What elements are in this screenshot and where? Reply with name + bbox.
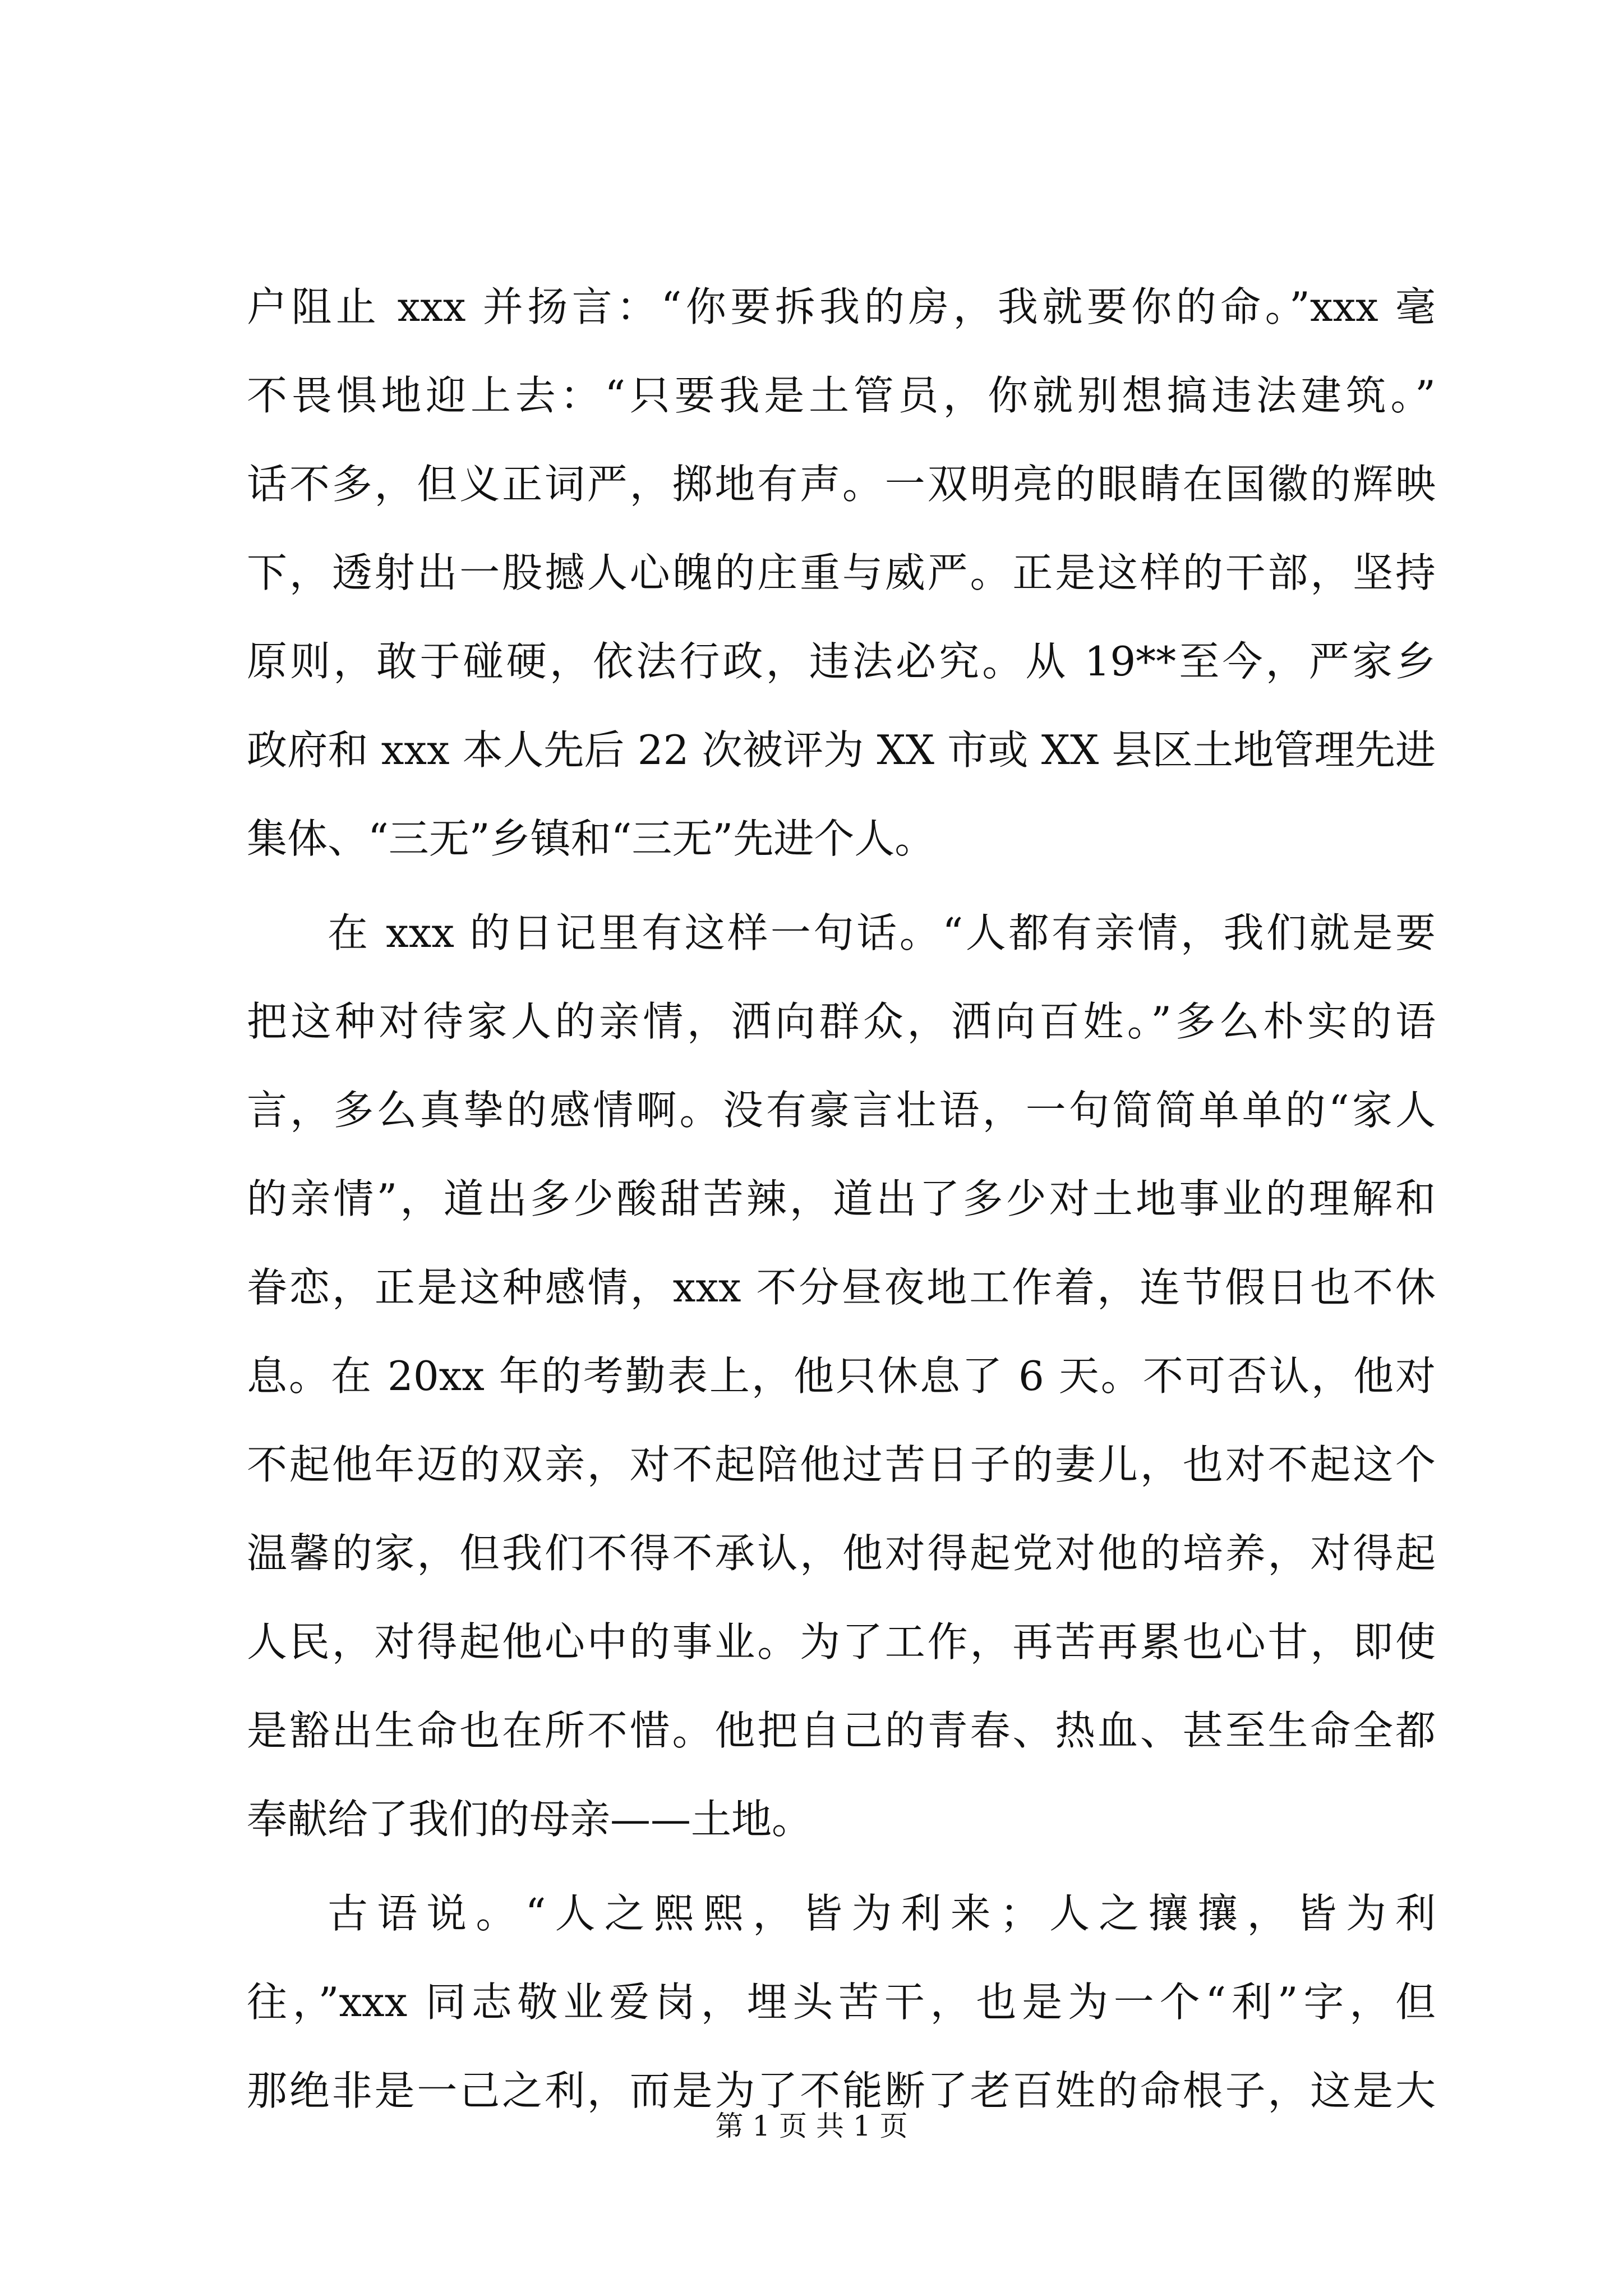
text-line: 政府和 xxx 本人先后 22 次被评为 XX 市或 XX 县区土地管理先进 (247, 726, 1436, 774)
text-line: 话不多，但义正词严，掷地有声。一双明亮的眼睛在国徽的辉映 (247, 461, 1436, 508)
text-line: 下，透射出一股撼人心魄的庄重与威严。正是这样的干部，坚持 (247, 549, 1436, 596)
body-text (247, 263, 1436, 2135)
text-line: 言，多么真挚的感情啊。没有豪言壮语，一句简简单单的“家人 (247, 1087, 1436, 1134)
text-line: 往，”xxx 同志敬业爱岗，埋头苦干，也是为一个“利”字，但 (247, 1978, 1436, 2026)
text-line: 古语说。“人之熙熙，皆为利来；人之攘攘，皆为利 (328, 1890, 1436, 1937)
text-line: 不起他年迈的双亲，对不起陪他过苦日子的妻儿，也对不起这个 (247, 1441, 1436, 1488)
text-line: 人民，对得起他心中的事业。为了工作，再苦再累也心甘，即使 (247, 1618, 1436, 1665)
text-line: 息。在 20xx 年的考勤表上，他只休息了 6 天。不可否认，他对 (247, 1352, 1436, 1400)
text-line: 把这种对待家人的亲情，洒向群众，洒向百姓。”多么朴实的语 (247, 998, 1436, 1045)
text-line: 那绝非是一己之利，而是为了不能断了老百姓的命根子，这是大 (247, 2067, 1436, 2114)
text-line: 户阻止 xxx 并扬言：“你要拆我的房，我就要你的命。”xxx 毫 (247, 283, 1436, 330)
text-line: 眷恋，正是这种感情，xxx 不分昼夜地工作着，连节假日也不休 (247, 1264, 1436, 1311)
text-line: 的亲情”，道出多少酸甜苦辣，道出了多少对土地事业的理解和 (247, 1175, 1436, 1222)
text-line: 温馨的家，但我们不得不承认，他对得起党对他的培养，对得起 (247, 1530, 1436, 1577)
paragraph-1 (247, 263, 1436, 883)
text-line: 奉献给了我们的母亲——土地。 (247, 1796, 813, 1843)
paragraph-2 (247, 889, 1436, 1864)
text-line: 是豁出生命也在所不惜。他把自己的青春、热血、甚至生命全都 (247, 1707, 1436, 1754)
paragraph-3 (247, 1869, 1436, 2135)
text-line: 原则，敢于碰硬，依法行政，违法必究。从 19**至今，严家乡 (247, 638, 1436, 685)
text-line: 在 xxx 的日记里有这样一句话。“人都有亲情，我们就是要 (328, 909, 1436, 956)
page-number-footer: 第 1 页 共 1 页 (715, 2110, 908, 2142)
text-line: 集体、“三无”乡镇和“三无”先进个人。 (247, 815, 935, 862)
text-line: 不畏惧地迎上去：“只要我是土管员，你就别想搞违法建筑。” (247, 372, 1436, 419)
